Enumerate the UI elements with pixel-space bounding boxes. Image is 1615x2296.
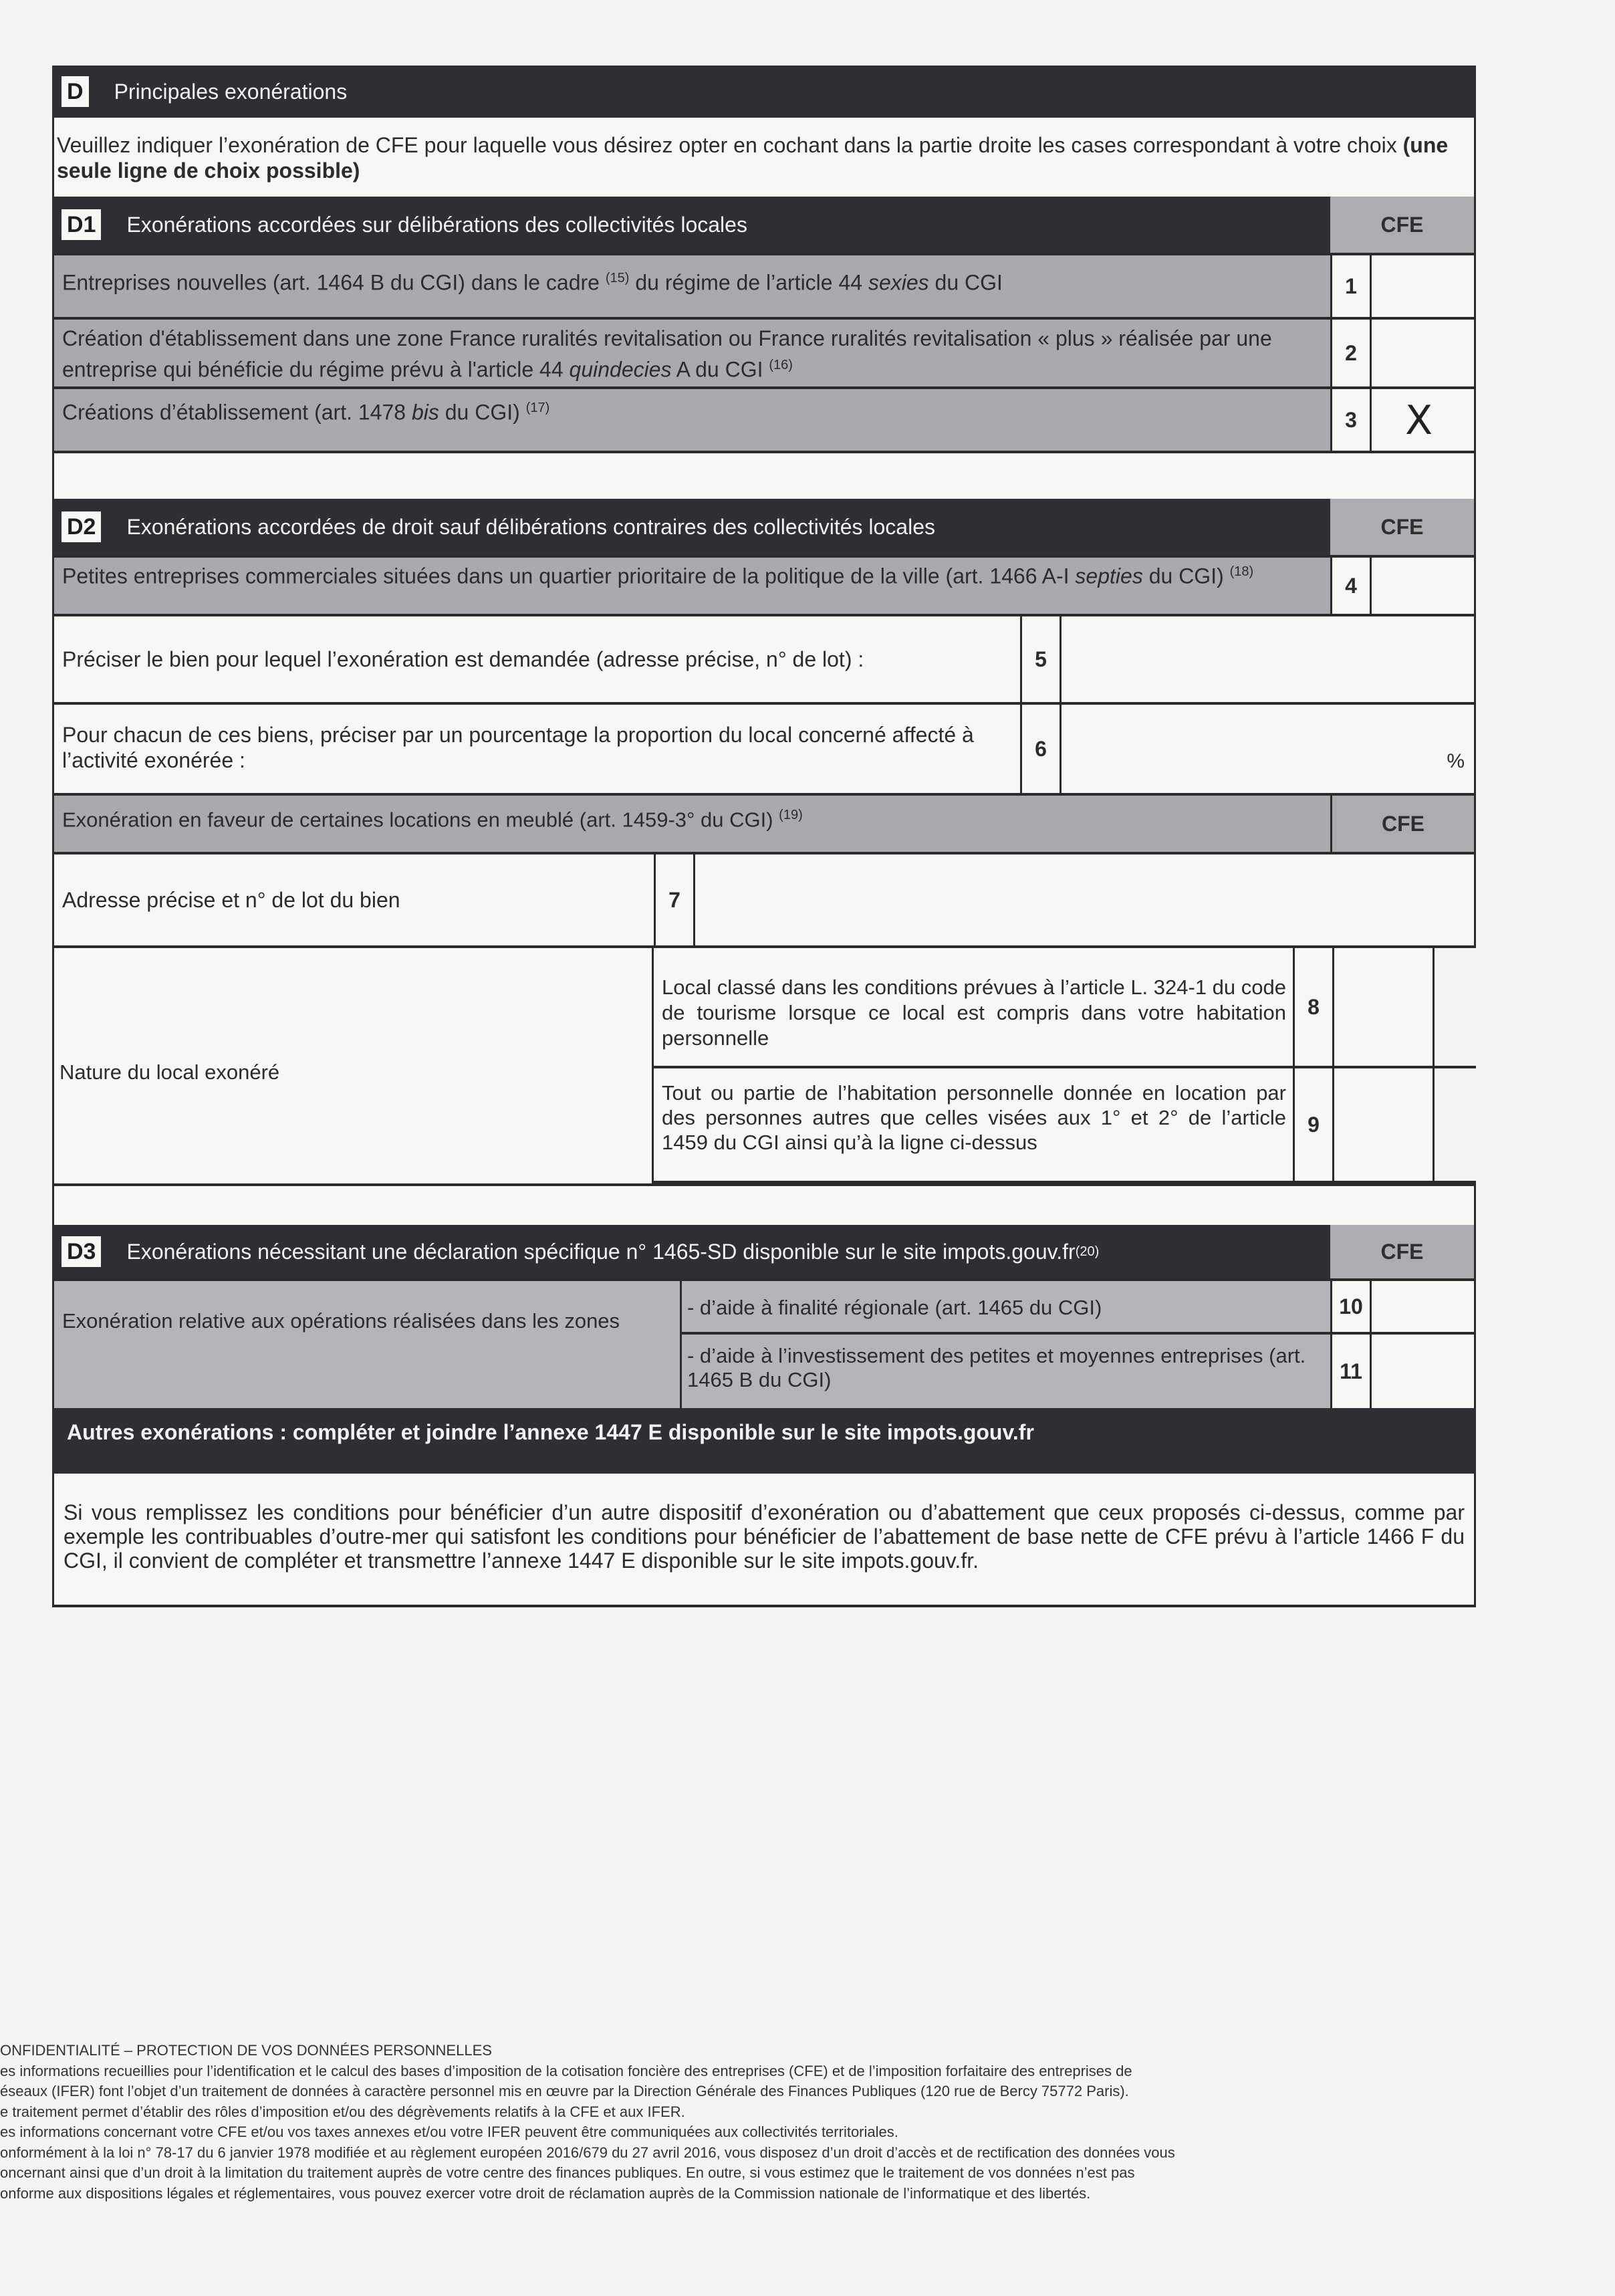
- d1-row-3-label: [52, 389, 1330, 451]
- meuble-row-9: [654, 1068, 1476, 1183]
- d2-row-4-text-b: du CGI): [1142, 564, 1230, 588]
- line-number-2: 2: [1330, 320, 1372, 386]
- d1-row-3-text-b: du CGI): [439, 400, 526, 425]
- checkbox-line-2[interactable]: [1372, 320, 1476, 386]
- privacy-notice: [0, 2041, 1615, 2204]
- footnote-ref-16: (16): [769, 358, 793, 372]
- meuble-row-7: [52, 854, 1476, 948]
- d3-row-11-label: - d’aide à l’investissement des petites et moyennes entreprises (art. 1465 B du CGI): [682, 1335, 1330, 1408]
- d1-row-1-label: [52, 255, 1330, 317]
- privacy-line: onforme aux dispositions légales et réglementaires, vous pouvez exercer votre droit de réclamation auprès de la Commission nationale de l’informatique et des libertés.: [0, 2184, 1091, 2202]
- d1-row-2: [52, 317, 1476, 386]
- d2-row-5-label: Préciser le bien pour lequel l’exonération est demandée (adresse précise, n° de lot) :: [52, 616, 1020, 702]
- d1-cfe-header: CFE: [1330, 197, 1476, 253]
- line-number-10: 10: [1330, 1281, 1372, 1332]
- d3-options: [682, 1281, 1476, 1408]
- d1-spacer: [52, 453, 1476, 499]
- exonerations-form: [52, 66, 1476, 1607]
- d1-row-1-text-c: du CGI: [928, 270, 1003, 295]
- section-d-instruction: [52, 118, 1476, 197]
- d2-row-5: [52, 616, 1476, 705]
- privacy-line: onformément à la loi n° 78-17 du 6 janvier 1978 modifiée et au règlement européen 2016/679 du 27 avril 2016, vous disposez d’un droit d’accès et de rectification des données vous: [0, 2144, 1175, 2161]
- meuble-cfe-header: CFE: [1330, 796, 1476, 852]
- d3-cfe-header: CFE: [1330, 1225, 1476, 1278]
- d2-header-row: [52, 499, 1476, 555]
- d1-row-2-label: [52, 320, 1330, 386]
- privacy-line: es informations concernant votre CFE et/ou vos taxes annexes et/ou votre IFER peuvent être communiquées aux collectivités territoriales.: [0, 2123, 898, 2140]
- d3-badge: D3: [61, 1236, 101, 1267]
- footnote-ref-20: (20): [1075, 1244, 1100, 1259]
- privacy-line: es informations recueillies pour l’identification et le calcul des bases d’imposition de la cotisation foncière des entreprises (CFE) et de l’imposition forfaitaire des entreprises de: [0, 2062, 1132, 2079]
- d1-row-1: [52, 253, 1476, 317]
- meuble-title: [52, 796, 1330, 852]
- property-address-field[interactable]: [1062, 616, 1476, 702]
- d2-title: Exonérations accordées de droit sauf délibérations contraires des collectivités locales: [126, 514, 935, 539]
- meuble-row-9-label: Tout ou partie de l’habitation personnelle donnée en location par des personnes autres que celles visées aux 1° et 2° de l’article 1459 du CGI ainsi qu’à la ligne ci-dessus: [654, 1068, 1293, 1181]
- d3-row-10: [682, 1281, 1476, 1335]
- line-number-5: 5: [1020, 616, 1062, 702]
- instruction-text: Veuillez indiquer l’exonération de CFE pour laquelle vous désirez opter en cochant dans la partie droite les cases correspondant à votre choix: [57, 133, 1397, 157]
- percentage-field[interactable]: [1062, 705, 1476, 793]
- privacy-line: e traitement permet d’établir des rôles d’imposition et/ou des dégrèvements relatifs à la CFE et aux IFER.: [0, 2103, 685, 2120]
- checkbox-line-4[interactable]: [1372, 558, 1476, 614]
- rental-address-field[interactable]: [695, 854, 1476, 945]
- d3-zone-block: [52, 1278, 1476, 1408]
- footnote-ref-15: (15): [605, 271, 630, 285]
- checkbox-line-8[interactable]: [1334, 948, 1435, 1066]
- d1-row-2-text-a: Création d'établissement dans une zone France ruralités revitalisation ou France ruralités revitalisation « plus » réalisée par une entreprise qui bénéficie du régime prévu à l'article 44: [62, 326, 1272, 382]
- section-d-title: Principales exonérations: [114, 79, 348, 104]
- d1-row-1-text-a: Entreprises nouvelles (art. 1464 B du CGI) dans le cadre: [62, 270, 600, 295]
- d1-row-1-text-b: du régime de l’article 44: [635, 270, 868, 295]
- checkbox-line-9[interactable]: [1334, 1068, 1435, 1181]
- line-number-9: 9: [1293, 1068, 1334, 1181]
- d2-row-4-text-a: Petites entreprises commerciales situées dans un quartier prioritaire de la politique de la ville (art. 1466 A-I: [62, 564, 1076, 588]
- percent-unit: %: [1447, 750, 1465, 772]
- d1-row-2-italic: quindecies: [569, 357, 672, 382]
- checkbox-line-1[interactable]: [1372, 255, 1476, 317]
- d1-row-2-text-b: A du CGI: [671, 357, 769, 382]
- zone-label: Exonération relative aux opérations réalisées dans les zones: [52, 1281, 682, 1408]
- d3-row-11: [682, 1335, 1476, 1408]
- d2-row-6-label: Pour chacun de ces biens, préciser par un pourcentage la proportion du local concerné affecté à l’activité exonérée :: [52, 705, 1020, 793]
- footnote-ref-19: (19): [779, 808, 803, 822]
- d1-row-3: [52, 386, 1476, 453]
- footnote-ref-18: (18): [1229, 564, 1254, 579]
- section-d-badge: D: [61, 76, 89, 107]
- d1-header: [52, 197, 1330, 253]
- d1-row-3-text-a: Créations d’établissement (art. 1478: [62, 400, 412, 425]
- d1-row-1-italic: sexies: [868, 270, 929, 295]
- d3-header: [52, 1225, 1330, 1278]
- d2-row-4: [52, 555, 1476, 616]
- checkbox-line-3[interactable]: [1372, 389, 1476, 451]
- line-number-11: 11: [1330, 1335, 1372, 1408]
- line-number-8: 8: [1293, 948, 1334, 1066]
- line-number-7: 7: [654, 854, 695, 945]
- d1-badge: D1: [61, 209, 101, 240]
- privacy-line: éseaux (IFER) font l’objet d’un traitement de données à caractère personnel mis en œuvre par la Direction Générale des Finances Publiques (120 rue de Bercy 75772 Paris).: [0, 2083, 1129, 2099]
- checkbox-line-11[interactable]: [1372, 1335, 1476, 1408]
- meuble-row-8-label: Local classé dans les conditions prévues à l’article L. 324-1 du code de tourisme lorsque ce local est compris dans votre habitation personnelle: [654, 948, 1293, 1066]
- autres-header: Autres exonérations : compléter et joindre l’annexe 1447 E disponible sur le site impots.gouv.fr: [52, 1408, 1476, 1474]
- line-number-3: 3: [1330, 389, 1372, 451]
- autres-body: Si vous remplissez les conditions pour bénéficier d’un autre dispositif d’exonération ou d’abattement que ceux proposés ci-dessus, comme par exemple les contribuables d’outre-mer qui satisfont les conditions pour bénéficier de l’abattement de base nette de CFE prévu à l’article 1466 F du CGI, il convient de compléter et transmettre l’annexe 1447 E disponible sur le site impots.gouv.fr.: [52, 1474, 1476, 1607]
- d2-spacer: [52, 1183, 1476, 1225]
- d3-header-row: [52, 1225, 1476, 1278]
- d2-badge: D2: [61, 511, 101, 542]
- footnote-ref-17: (17): [525, 400, 550, 415]
- nature-label: Nature du local exonéré: [52, 948, 654, 1183]
- d3-row-10-label: - d’aide à finalité régionale (art. 1465 du CGI): [682, 1281, 1330, 1332]
- line-number-1: 1: [1330, 255, 1372, 317]
- line-number-6: 6: [1020, 705, 1062, 793]
- privacy-heading: ONFIDENTIALITÉ – PROTECTION DE VOS DONNÉES PERSONNELLES: [0, 2042, 492, 2059]
- d2-row-4-label: [52, 558, 1330, 614]
- d1-title: Exonérations accordées sur délibérations des collectivités locales: [126, 212, 747, 237]
- meuble-row-8: [654, 948, 1476, 1068]
- meuble-header-row: [52, 796, 1476, 854]
- d1-header-row: [52, 197, 1476, 253]
- d2-row-6: [52, 705, 1476, 796]
- instruction-bold: (une seule ligne de choix possible): [57, 133, 1449, 183]
- d2-header: [52, 499, 1330, 555]
- privacy-line: oncernant ainsi que d’un droit à la limitation du traitement auprès de votre centre des finances publiques. En outre, si vous estimez que le traitement de vos données n’est pas: [0, 2164, 1135, 2181]
- d1-row-3-italic: bis: [411, 400, 439, 425]
- line-number-4: 4: [1330, 558, 1372, 614]
- meuble-title-text: Exonération en faveur de certaines locations en meublé (art. 1459-3° du CGI): [62, 808, 779, 832]
- meuble-row-7-label: Adresse précise et n° de lot du bien: [52, 854, 654, 945]
- meuble-nature-block: [52, 948, 1476, 1183]
- d2-cfe-header: CFE: [1330, 499, 1476, 555]
- section-d-header: [52, 66, 1476, 118]
- handwritten-check-mark: X: [1405, 397, 1433, 444]
- d2-row-4-italic: septies: [1075, 564, 1143, 588]
- nature-options: [654, 948, 1476, 1183]
- d3-title: Exonérations nécessitant une déclaration spécifique n° 1465-SD disponible sur le site impots.gouv.fr: [126, 1239, 1076, 1264]
- checkbox-line-10[interactable]: [1372, 1281, 1476, 1332]
